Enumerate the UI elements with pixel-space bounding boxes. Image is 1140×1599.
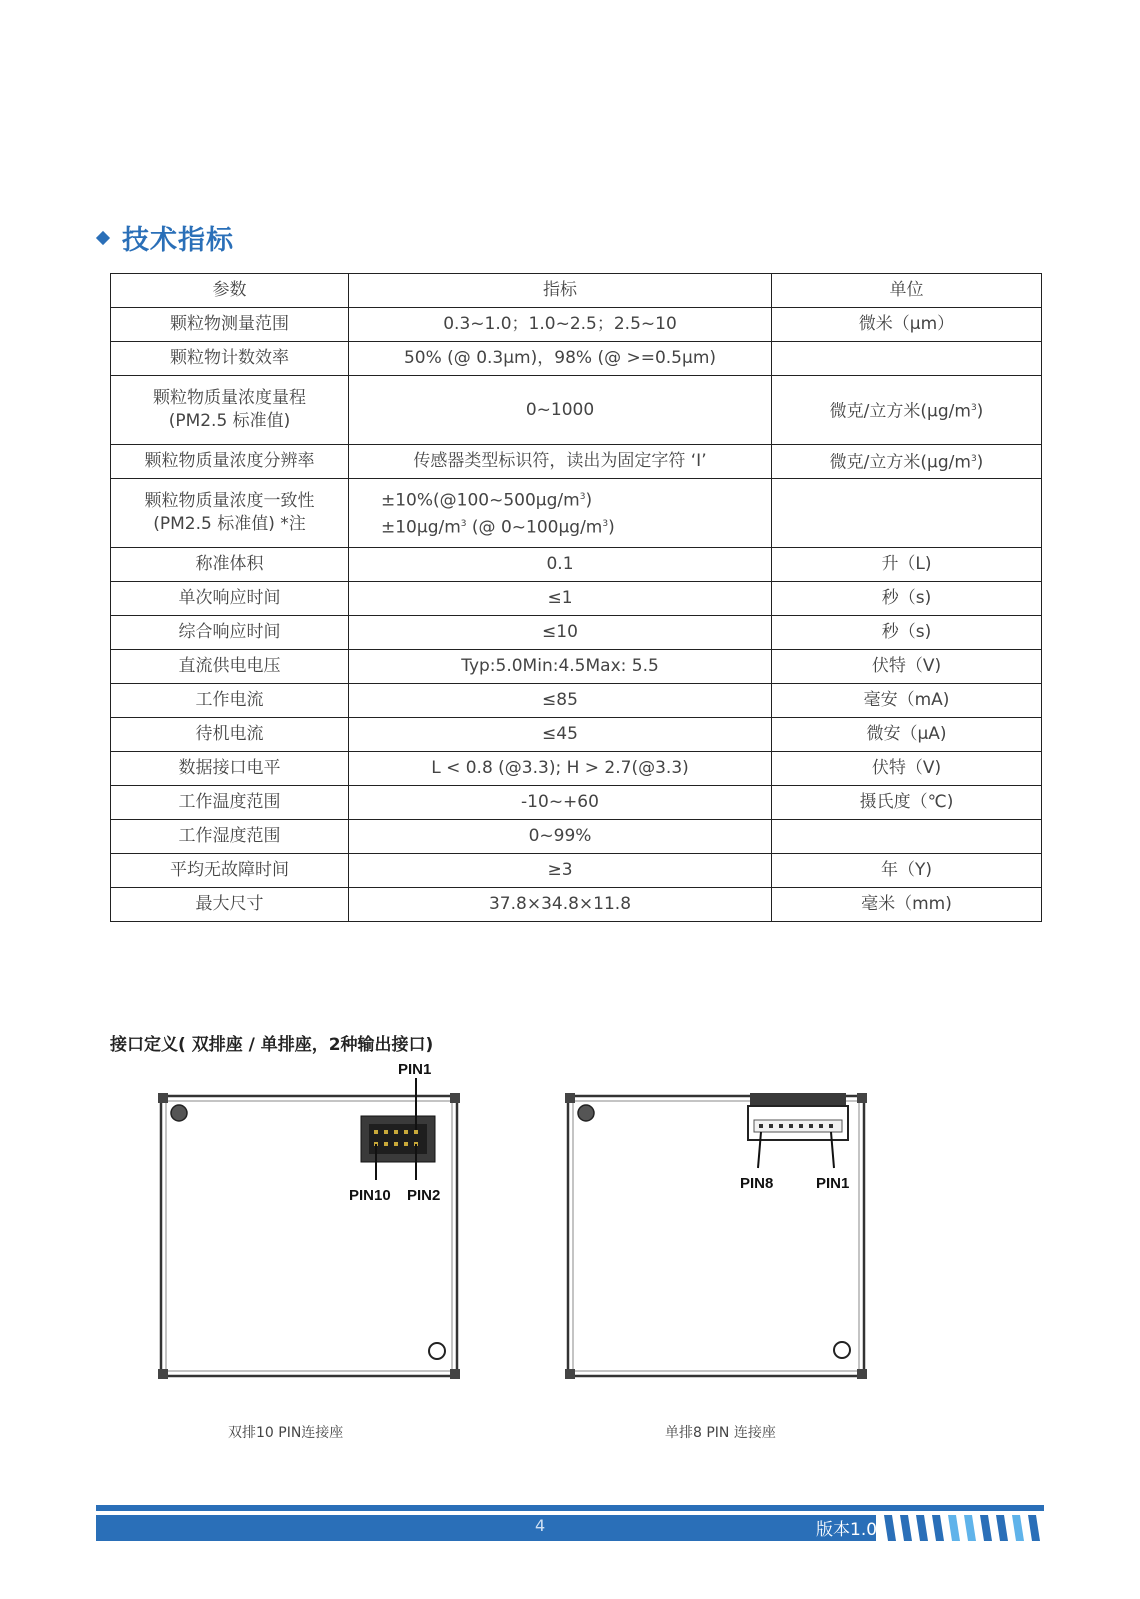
unit-cell: 升（L) xyxy=(772,548,1042,582)
footer-bar xyxy=(96,1515,876,1541)
header-unit: 单位 xyxy=(772,274,1042,308)
unit-cell: 毫米（mm) xyxy=(772,888,1042,922)
table-row xyxy=(111,854,1042,888)
value-cell: 0~1000 xyxy=(349,376,772,445)
value-text: (@ 0~100μg/m xyxy=(466,517,603,538)
table-row xyxy=(111,820,1042,854)
mounting-hole xyxy=(578,1105,594,1121)
value-end: ) xyxy=(608,517,615,538)
stripe-pattern xyxy=(884,1515,1040,1541)
pin2-label: PIN2 xyxy=(407,1187,441,1204)
page-number: 4 xyxy=(535,1516,546,1535)
table-row xyxy=(111,376,1042,445)
unit-cell: 秒（s) xyxy=(772,616,1042,650)
unit-cell xyxy=(772,479,1042,548)
diamond-bullet-icon xyxy=(96,230,110,244)
value-cell: -10~+60 xyxy=(349,786,772,820)
param-line: (PM2.5 标准值) *注 xyxy=(153,514,306,534)
header-value: 指标 xyxy=(349,274,772,308)
footer-stripes xyxy=(882,1515,1044,1541)
value-cell: Typ:5.0Min:4.5Max: 5.5 xyxy=(349,650,772,684)
param-line: 颗粒物质量浓度量程 xyxy=(153,388,306,408)
dual-row-connector-diagram xyxy=(155,1060,475,1390)
unit-end: ) xyxy=(976,401,984,422)
pin1-label: PIN1 xyxy=(816,1175,850,1192)
value-cell xyxy=(349,479,772,548)
unit-cell: 伏特（V) xyxy=(772,650,1042,684)
value-cell: L < 0.8 (@3.3); H > 2.7(@3.3) xyxy=(349,752,772,786)
board-corner xyxy=(158,1093,168,1103)
value-text: ±10μg/m xyxy=(381,517,461,538)
table-row xyxy=(111,786,1042,820)
single-row-connector-diagram xyxy=(562,1060,882,1390)
unit-cell: 微安（μA) xyxy=(772,718,1042,752)
value-cell: 37.8×34.8×11.8 xyxy=(349,888,772,922)
value-cell: ≤45 xyxy=(349,718,772,752)
section-heading xyxy=(98,218,234,257)
value-cell: ≥3 xyxy=(349,854,772,888)
table-row xyxy=(111,650,1042,684)
mounting-hole xyxy=(429,1343,445,1359)
mounting-hole xyxy=(171,1105,187,1121)
table-header-row xyxy=(111,274,1042,308)
param-cell xyxy=(111,376,349,445)
param-cell: 直流供电电压 xyxy=(111,650,349,684)
board-corner xyxy=(158,1369,168,1379)
value-cell: 0~99% xyxy=(349,820,772,854)
unit-cell: 年（Y) xyxy=(772,854,1042,888)
mounting-hole xyxy=(834,1342,850,1358)
value-sup: 3 xyxy=(602,519,609,529)
value-cell: ≤85 xyxy=(349,684,772,718)
value-cell: 0.3~1.0；1.0~2.5；2.5~10 xyxy=(349,308,772,342)
unit-sup: 3 xyxy=(970,402,977,413)
param-cell: 待机电流 xyxy=(111,718,349,752)
unit-cell xyxy=(772,445,1042,479)
unit-text: 微克/立方米(μg/m xyxy=(829,452,971,473)
version-label: 版本1.0 xyxy=(816,1520,878,1540)
board-corner xyxy=(857,1369,867,1379)
value-cell: ≤10 xyxy=(349,616,772,650)
param-line: 颗粒物质量浓度一致性 xyxy=(144,491,315,511)
value-end: ) xyxy=(585,491,593,511)
param-cell: 单次响应时间 xyxy=(111,582,349,616)
board-corner xyxy=(857,1093,867,1103)
param-line: (PM2.5 标准值) xyxy=(168,411,291,431)
param-cell: 颗粒物质量浓度分辨率 xyxy=(111,445,349,479)
board-corner xyxy=(450,1369,460,1379)
param-cell: 综合响应时间 xyxy=(111,616,349,650)
interface-title: 接口定义( 双排座 / 单排座，2种输出接口) xyxy=(110,1035,434,1055)
table-row xyxy=(111,548,1042,582)
param-cell: 颗粒物测量范围 xyxy=(111,308,349,342)
unit-cell: 微米（μm） xyxy=(772,308,1042,342)
value-cell: 50% (@ 0.3μm)，98% (@ >=0.5μm) xyxy=(349,342,772,376)
param-cell: 称准体积 xyxy=(111,548,349,582)
param-cell: 工作电流 xyxy=(111,684,349,718)
table-row xyxy=(111,616,1042,650)
right-diagram-caption: 单排8 PIN 连接座 xyxy=(665,1425,776,1441)
pin8-label: PIN8 xyxy=(740,1175,774,1192)
unit-sup: 3 xyxy=(970,454,977,465)
table-row xyxy=(111,308,1042,342)
pin10-label: PIN10 xyxy=(349,1187,391,1204)
value-sup: 3 xyxy=(460,519,467,529)
footer-line xyxy=(96,1505,1044,1511)
param-cell: 工作温度范围 xyxy=(111,786,349,820)
unit-cell: 毫安（mA) xyxy=(772,684,1042,718)
table-row xyxy=(111,888,1042,922)
left-diagram-caption: 双排10 PIN连接座 xyxy=(228,1425,344,1441)
value-sup: 3 xyxy=(579,492,586,503)
table-row xyxy=(111,718,1042,752)
table-row xyxy=(111,342,1042,376)
table-row xyxy=(111,479,1042,548)
value-cell: 0.1 xyxy=(349,548,772,582)
unit-cell: 伏特（V) xyxy=(772,752,1042,786)
unit-text: 微克/立方米(μg/m xyxy=(829,401,971,422)
unit-cell: 秒（s) xyxy=(772,582,1042,616)
connector-socket xyxy=(369,1124,427,1154)
param-cell: 数据接口电平 xyxy=(111,752,349,786)
board-corner xyxy=(565,1369,575,1379)
value-cell: 传感器类型标识符，读出为固定字符 ‘I’ xyxy=(349,445,772,479)
connector-housing-top xyxy=(750,1093,846,1107)
param-cell: 最大尺寸 xyxy=(111,888,349,922)
param-cell xyxy=(111,479,349,548)
header-param: 参数 xyxy=(111,274,349,308)
pin1-label: PIN1 xyxy=(398,1061,432,1078)
unit-cell: 摄氏度（℃) xyxy=(772,786,1042,820)
param-cell: 工作湿度范围 xyxy=(111,820,349,854)
unit-cell xyxy=(772,376,1042,445)
connector-socket xyxy=(754,1120,842,1132)
value-text: ±10%(@100~500μg/m xyxy=(381,491,580,511)
section-title: 技术指标 xyxy=(122,225,234,256)
value-line xyxy=(381,486,765,513)
param-cell: 颗粒物计数效率 xyxy=(111,342,349,376)
unit-cell xyxy=(772,342,1042,376)
spec-table xyxy=(110,273,1042,922)
table-row xyxy=(111,684,1042,718)
param-cell: 平均无故障时间 xyxy=(111,854,349,888)
unit-end: ) xyxy=(976,452,984,473)
board-corner xyxy=(450,1093,460,1103)
table-row xyxy=(111,445,1042,479)
table-row xyxy=(111,582,1042,616)
board-corner xyxy=(565,1093,575,1103)
unit-cell xyxy=(772,820,1042,854)
value-cell: ≤1 xyxy=(349,582,772,616)
value-line xyxy=(381,513,765,540)
table-row xyxy=(111,752,1042,786)
